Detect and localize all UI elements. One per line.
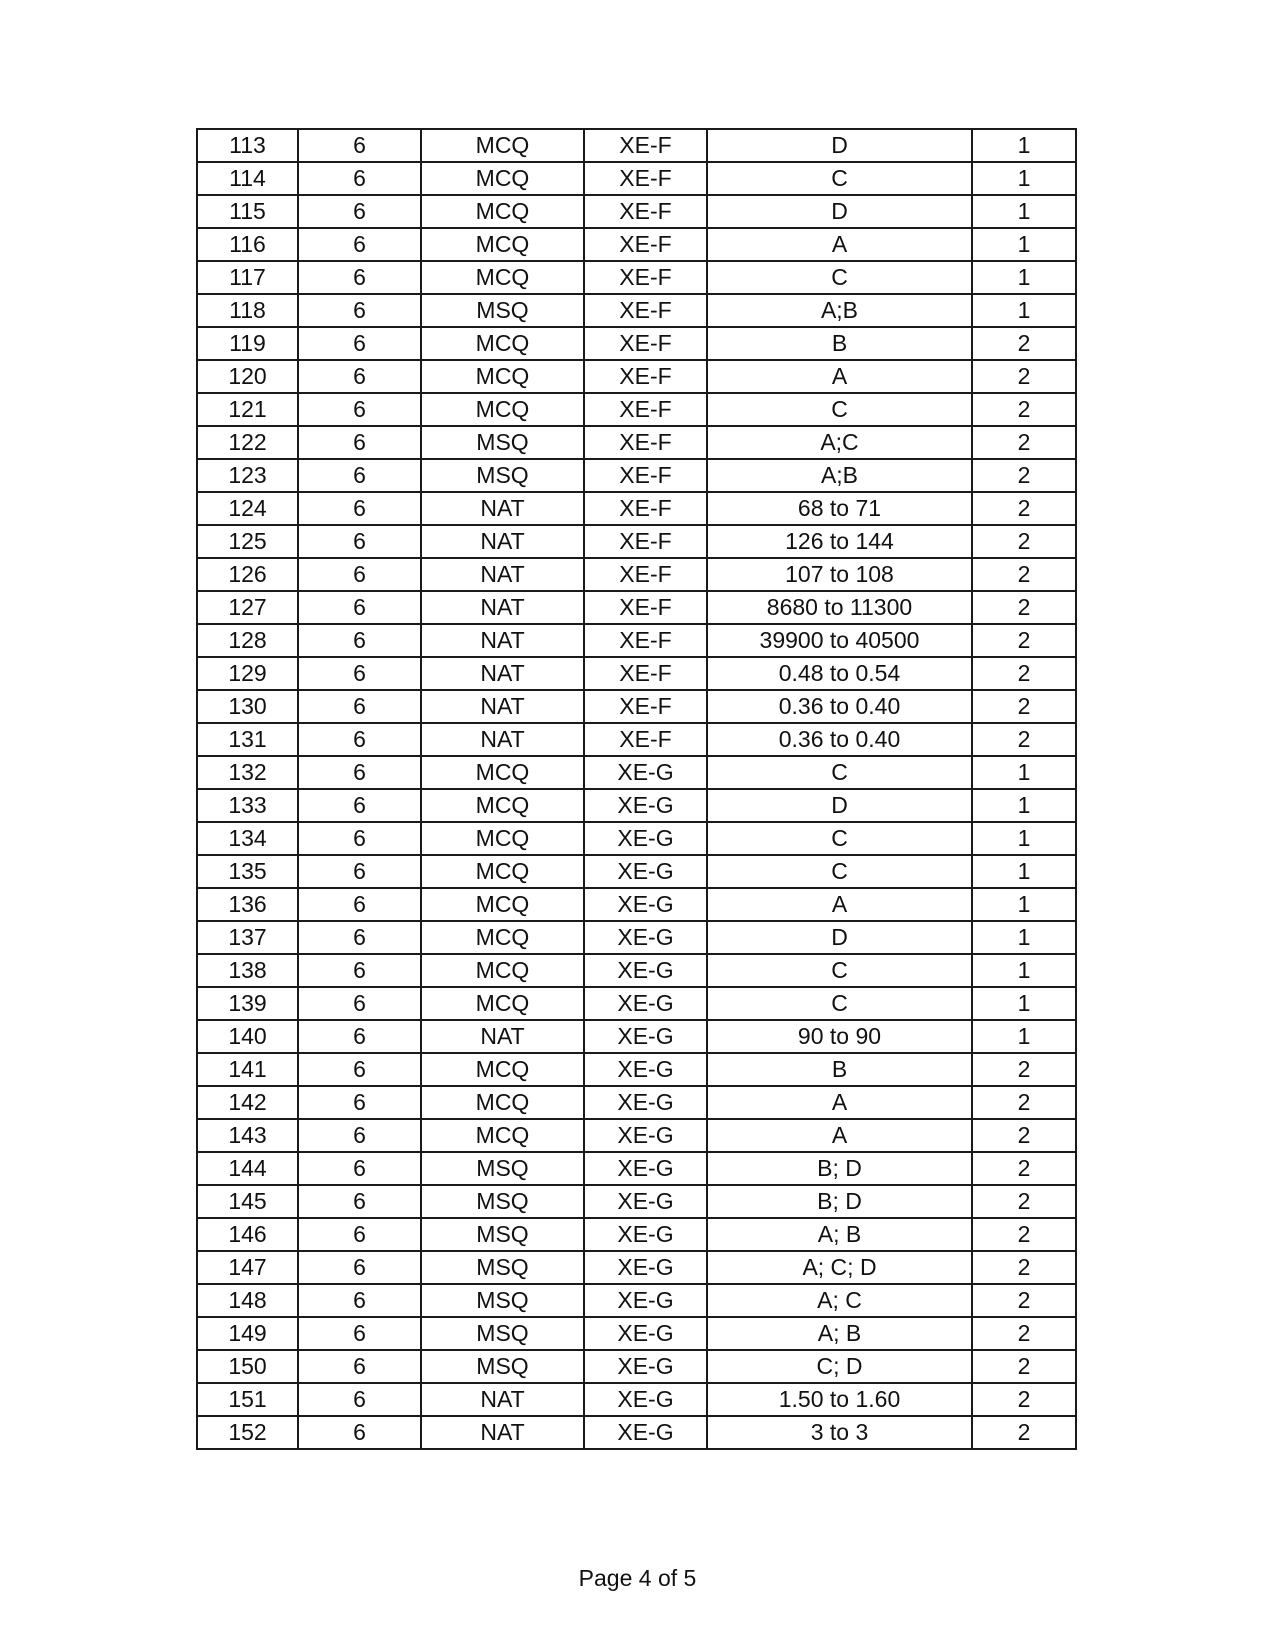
question-type-cell: MCQ [421, 261, 584, 294]
marks-cell: 2 [972, 1053, 1076, 1086]
table-row [197, 921, 1076, 954]
question-type-cell: NAT [421, 1383, 584, 1416]
table-row [197, 855, 1076, 888]
question-number-cell: 143 [197, 1119, 298, 1152]
section-cell: XE-F [584, 393, 707, 426]
question-number-cell: 133 [197, 789, 298, 822]
session-cell: 6 [298, 690, 421, 723]
section-cell: XE-F [584, 195, 707, 228]
question-number-cell: 113 [197, 129, 298, 162]
question-type-cell: NAT [421, 525, 584, 558]
answer-key-cell: C [707, 855, 972, 888]
section-cell: XE-G [584, 1317, 707, 1350]
question-number-cell: 116 [197, 228, 298, 261]
session-cell: 6 [298, 888, 421, 921]
question-type-cell: MCQ [421, 855, 584, 888]
answer-key-table [196, 128, 1077, 1450]
section-cell: XE-G [584, 1218, 707, 1251]
marks-cell: 1 [972, 261, 1076, 294]
session-cell: 6 [298, 921, 421, 954]
answer-key-cell: 0.48 to 0.54 [707, 657, 972, 690]
table-row [197, 1152, 1076, 1185]
session-cell: 6 [298, 954, 421, 987]
answer-key-cell: A [707, 1086, 972, 1119]
question-number-cell: 141 [197, 1053, 298, 1086]
marks-cell: 2 [972, 723, 1076, 756]
session-cell: 6 [298, 756, 421, 789]
question-type-cell: MCQ [421, 789, 584, 822]
question-type-cell: MCQ [421, 360, 584, 393]
question-number-cell: 139 [197, 987, 298, 1020]
section-cell: XE-G [584, 954, 707, 987]
question-type-cell: MSQ [421, 1350, 584, 1383]
session-cell: 6 [298, 723, 421, 756]
table-row [197, 294, 1076, 327]
question-number-cell: 119 [197, 327, 298, 360]
session-cell: 6 [298, 228, 421, 261]
table-row [197, 789, 1076, 822]
question-type-cell: MSQ [421, 1185, 584, 1218]
section-cell: XE-F [584, 591, 707, 624]
marks-cell: 1 [972, 855, 1076, 888]
table-row [197, 1350, 1076, 1383]
marks-cell: 2 [972, 1383, 1076, 1416]
question-type-cell: MCQ [421, 162, 584, 195]
table-row [197, 459, 1076, 492]
marks-cell: 2 [972, 1350, 1076, 1383]
session-cell: 6 [298, 261, 421, 294]
section-cell: XE-F [584, 327, 707, 360]
table-row [197, 723, 1076, 756]
question-number-cell: 137 [197, 921, 298, 954]
marks-cell: 1 [972, 756, 1076, 789]
marks-cell: 1 [972, 129, 1076, 162]
question-number-cell: 150 [197, 1350, 298, 1383]
question-number-cell: 146 [197, 1218, 298, 1251]
answer-key-cell: A [707, 360, 972, 393]
question-type-cell: NAT [421, 723, 584, 756]
question-number-cell: 142 [197, 1086, 298, 1119]
section-cell: XE-F [584, 657, 707, 690]
session-cell: 6 [298, 789, 421, 822]
table-row [197, 1284, 1076, 1317]
section-cell: XE-G [584, 822, 707, 855]
section-cell: XE-G [584, 1152, 707, 1185]
marks-cell: 2 [972, 1284, 1076, 1317]
table-row [197, 1185, 1076, 1218]
marks-cell: 2 [972, 1218, 1076, 1251]
answer-key-cell: D [707, 195, 972, 228]
question-number-cell: 132 [197, 756, 298, 789]
session-cell: 6 [298, 1218, 421, 1251]
table-row [197, 822, 1076, 855]
question-type-cell: NAT [421, 1416, 584, 1449]
section-cell: XE-F [584, 360, 707, 393]
marks-cell: 1 [972, 294, 1076, 327]
question-type-cell: MSQ [421, 1317, 584, 1350]
session-cell: 6 [298, 987, 421, 1020]
marks-cell: 1 [972, 954, 1076, 987]
marks-cell: 1 [972, 162, 1076, 195]
answer-key-cell: B; D [707, 1185, 972, 1218]
section-cell: XE-G [584, 1119, 707, 1152]
answer-key-cell: D [707, 129, 972, 162]
answer-key-cell: 39900 to 40500 [707, 624, 972, 657]
answer-key-cell: A; C [707, 1284, 972, 1317]
session-cell: 6 [298, 393, 421, 426]
table-row [197, 261, 1076, 294]
section-cell: XE-F [584, 261, 707, 294]
question-type-cell: MCQ [421, 393, 584, 426]
question-type-cell: MSQ [421, 426, 584, 459]
session-cell: 6 [298, 1152, 421, 1185]
table-row [197, 1251, 1076, 1284]
table-row [197, 393, 1076, 426]
question-number-cell: 121 [197, 393, 298, 426]
table-row [197, 954, 1076, 987]
answer-key-cell: C [707, 162, 972, 195]
marks-cell: 2 [972, 327, 1076, 360]
question-type-cell: MSQ [421, 1284, 584, 1317]
section-cell: XE-F [584, 129, 707, 162]
marks-cell: 2 [972, 690, 1076, 723]
session-cell: 6 [298, 129, 421, 162]
question-type-cell: NAT [421, 690, 584, 723]
section-cell: XE-G [584, 1020, 707, 1053]
answer-key-cell: A [707, 1119, 972, 1152]
marks-cell: 2 [972, 558, 1076, 591]
marks-cell: 2 [972, 1251, 1076, 1284]
question-number-cell: 118 [197, 294, 298, 327]
answer-key-cell: C [707, 954, 972, 987]
answer-key-cell: A;B [707, 459, 972, 492]
answer-key-cell: A;B [707, 294, 972, 327]
marks-cell: 2 [972, 1152, 1076, 1185]
table-row [197, 1086, 1076, 1119]
question-number-cell: 131 [197, 723, 298, 756]
section-cell: XE-G [584, 987, 707, 1020]
question-type-cell: MCQ [421, 921, 584, 954]
question-type-cell: MCQ [421, 327, 584, 360]
table-row [197, 1383, 1076, 1416]
table-row [197, 525, 1076, 558]
section-cell: XE-G [584, 1383, 707, 1416]
session-cell: 6 [298, 1350, 421, 1383]
table-row [197, 1317, 1076, 1350]
question-number-cell: 127 [197, 591, 298, 624]
marks-cell: 1 [972, 228, 1076, 261]
answer-key-cell: 107 to 108 [707, 558, 972, 591]
session-cell: 6 [298, 558, 421, 591]
question-type-cell: MCQ [421, 1053, 584, 1086]
page-number: Page 4 of 5 [578, 1565, 697, 1591]
answer-key-cell: B [707, 1053, 972, 1086]
answer-key-cell: 8680 to 11300 [707, 591, 972, 624]
session-cell: 6 [298, 360, 421, 393]
answer-key-cell: 126 to 144 [707, 525, 972, 558]
question-type-cell: NAT [421, 657, 584, 690]
table-row [197, 558, 1076, 591]
question-number-cell: 124 [197, 492, 298, 525]
question-number-cell: 151 [197, 1383, 298, 1416]
session-cell: 6 [298, 1284, 421, 1317]
marks-cell: 2 [972, 492, 1076, 525]
session-cell: 6 [298, 1086, 421, 1119]
answer-key-cell: A;C [707, 426, 972, 459]
question-number-cell: 125 [197, 525, 298, 558]
question-type-cell: NAT [421, 624, 584, 657]
section-cell: XE-F [584, 426, 707, 459]
section-cell: XE-F [584, 459, 707, 492]
marks-cell: 1 [972, 195, 1076, 228]
marks-cell: 2 [972, 393, 1076, 426]
table-row [197, 1416, 1076, 1449]
question-number-cell: 149 [197, 1317, 298, 1350]
marks-cell: 2 [972, 360, 1076, 393]
marks-cell: 1 [972, 987, 1076, 1020]
table-row [197, 987, 1076, 1020]
marks-cell: 2 [972, 591, 1076, 624]
answer-key-cell: A; B [707, 1317, 972, 1350]
answer-key-cell: 0.36 to 0.40 [707, 723, 972, 756]
marks-cell: 1 [972, 1020, 1076, 1053]
session-cell: 6 [298, 459, 421, 492]
table-row [197, 162, 1076, 195]
question-type-cell: MSQ [421, 1218, 584, 1251]
session-cell: 6 [298, 1185, 421, 1218]
section-cell: XE-F [584, 525, 707, 558]
answer-key-cell: C [707, 987, 972, 1020]
answer-key-cell: 68 to 71 [707, 492, 972, 525]
answer-key-cell: A; B [707, 1218, 972, 1251]
question-type-cell: MCQ [421, 195, 584, 228]
question-number-cell: 138 [197, 954, 298, 987]
question-type-cell: NAT [421, 1020, 584, 1053]
section-cell: XE-G [584, 921, 707, 954]
question-type-cell: MCQ [421, 1086, 584, 1119]
session-cell: 6 [298, 1053, 421, 1086]
answer-key-cell: C [707, 756, 972, 789]
session-cell: 6 [298, 1416, 421, 1449]
table-row [197, 690, 1076, 723]
question-type-cell: MCQ [421, 1119, 584, 1152]
question-number-cell: 129 [197, 657, 298, 690]
question-type-cell: NAT [421, 591, 584, 624]
table-row [197, 360, 1076, 393]
session-cell: 6 [298, 1317, 421, 1350]
question-number-cell: 126 [197, 558, 298, 591]
answer-key-cell: C [707, 261, 972, 294]
question-number-cell: 140 [197, 1020, 298, 1053]
marks-cell: 2 [972, 1119, 1076, 1152]
answer-key-cell: 0.36 to 0.40 [707, 690, 972, 723]
question-type-cell: MSQ [421, 1152, 584, 1185]
answer-key-cell: D [707, 789, 972, 822]
answer-key-cell: A [707, 888, 972, 921]
answer-key-cell: C [707, 393, 972, 426]
question-type-cell: NAT [421, 492, 584, 525]
marks-cell: 1 [972, 921, 1076, 954]
session-cell: 6 [298, 327, 421, 360]
answer-key-cell: 1.50 to 1.60 [707, 1383, 972, 1416]
table-row [197, 426, 1076, 459]
table-row [197, 657, 1076, 690]
session-cell: 6 [298, 657, 421, 690]
question-number-cell: 130 [197, 690, 298, 723]
table-row [197, 195, 1076, 228]
question-number-cell: 115 [197, 195, 298, 228]
question-number-cell: 128 [197, 624, 298, 657]
question-number-cell: 144 [197, 1152, 298, 1185]
section-cell: XE-F [584, 492, 707, 525]
marks-cell: 2 [972, 459, 1076, 492]
table-row [197, 624, 1076, 657]
question-number-cell: 136 [197, 888, 298, 921]
section-cell: XE-F [584, 624, 707, 657]
question-number-cell: 145 [197, 1185, 298, 1218]
marks-cell: 2 [972, 1086, 1076, 1119]
answer-key-cell: B; D [707, 1152, 972, 1185]
session-cell: 6 [298, 855, 421, 888]
section-cell: XE-G [584, 1086, 707, 1119]
question-number-cell: 122 [197, 426, 298, 459]
section-cell: XE-G [584, 888, 707, 921]
answer-key-cell: C; D [707, 1350, 972, 1383]
session-cell: 6 [298, 195, 421, 228]
question-type-cell: NAT [421, 558, 584, 591]
question-type-cell: MCQ [421, 822, 584, 855]
answer-key-cell: D [707, 921, 972, 954]
table-row [197, 327, 1076, 360]
question-type-cell: MCQ [421, 888, 584, 921]
section-cell: XE-G [584, 756, 707, 789]
section-cell: XE-F [584, 723, 707, 756]
question-number-cell: 120 [197, 360, 298, 393]
table-row [197, 1218, 1076, 1251]
answer-key-cell: C [707, 822, 972, 855]
answer-key-rows [197, 129, 1076, 1449]
question-number-cell: 123 [197, 459, 298, 492]
table-row [197, 228, 1076, 261]
marks-cell: 2 [972, 1185, 1076, 1218]
table-row [197, 492, 1076, 525]
section-cell: XE-F [584, 162, 707, 195]
session-cell: 6 [298, 1383, 421, 1416]
marks-cell: 2 [972, 1416, 1076, 1449]
session-cell: 6 [298, 822, 421, 855]
section-cell: XE-G [584, 1185, 707, 1218]
answer-key-cell: A; C; D [707, 1251, 972, 1284]
answer-key-cell: 90 to 90 [707, 1020, 972, 1053]
table-row [197, 1053, 1076, 1086]
section-cell: XE-G [584, 789, 707, 822]
session-cell: 6 [298, 1119, 421, 1152]
marks-cell: 2 [972, 624, 1076, 657]
session-cell: 6 [298, 1251, 421, 1284]
session-cell: 6 [298, 492, 421, 525]
section-cell: XE-F [584, 558, 707, 591]
session-cell: 6 [298, 525, 421, 558]
table-row [197, 1119, 1076, 1152]
session-cell: 6 [298, 294, 421, 327]
question-type-cell: MCQ [421, 129, 584, 162]
question-type-cell: MCQ [421, 987, 584, 1020]
table-row [197, 888, 1076, 921]
question-type-cell: MSQ [421, 294, 584, 327]
question-type-cell: MSQ [421, 1251, 584, 1284]
answer-key-cell: A [707, 228, 972, 261]
section-cell: XE-F [584, 228, 707, 261]
question-number-cell: 152 [197, 1416, 298, 1449]
table-row [197, 591, 1076, 624]
section-cell: XE-G [584, 1350, 707, 1383]
section-cell: XE-G [584, 1053, 707, 1086]
question-number-cell: 135 [197, 855, 298, 888]
session-cell: 6 [298, 1020, 421, 1053]
marks-cell: 1 [972, 789, 1076, 822]
marks-cell: 1 [972, 822, 1076, 855]
question-number-cell: 134 [197, 822, 298, 855]
section-cell: XE-G [584, 1416, 707, 1449]
marks-cell: 2 [972, 426, 1076, 459]
section-cell: XE-F [584, 294, 707, 327]
table-row [197, 756, 1076, 789]
section-cell: XE-G [584, 1284, 707, 1317]
question-type-cell: MCQ [421, 228, 584, 261]
marks-cell: 2 [972, 1317, 1076, 1350]
question-number-cell: 114 [197, 162, 298, 195]
session-cell: 6 [298, 624, 421, 657]
answer-key-cell: B [707, 327, 972, 360]
section-cell: XE-G [584, 855, 707, 888]
session-cell: 6 [298, 426, 421, 459]
question-type-cell: MSQ [421, 459, 584, 492]
question-number-cell: 147 [197, 1251, 298, 1284]
answer-key-cell: 3 to 3 [707, 1416, 972, 1449]
question-type-cell: MCQ [421, 756, 584, 789]
section-cell: XE-G [584, 1251, 707, 1284]
session-cell: 6 [298, 591, 421, 624]
section-cell: XE-F [584, 690, 707, 723]
marks-cell: 2 [972, 525, 1076, 558]
table-row [197, 1020, 1076, 1053]
marks-cell: 1 [972, 888, 1076, 921]
marks-cell: 2 [972, 657, 1076, 690]
question-number-cell: 148 [197, 1284, 298, 1317]
table-row [197, 129, 1076, 162]
question-type-cell: MCQ [421, 954, 584, 987]
question-number-cell: 117 [197, 261, 298, 294]
session-cell: 6 [298, 162, 421, 195]
